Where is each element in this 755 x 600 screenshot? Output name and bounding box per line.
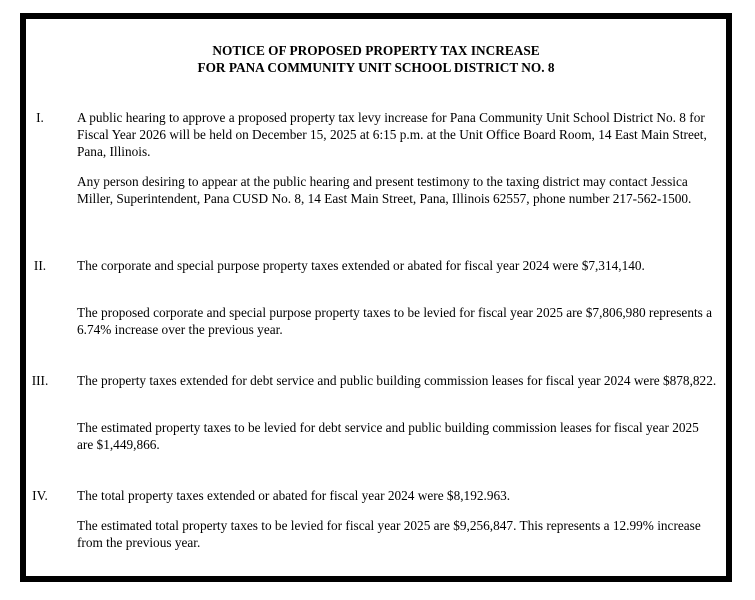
section-paragraph: The estimated property taxes to be levied for debt service and public building commission leases for fiscal year 2025 are $1,449,866. bbox=[77, 420, 699, 452]
section-numeral: I. bbox=[36, 110, 44, 125]
notice-title bbox=[26, 42, 726, 76]
section-paragraph: The estimated total property taxes to be levied for fiscal year 2025 are $9,256,847. This represents a 12.99% increase from the previous year. bbox=[77, 518, 701, 550]
section-paragraph: Any person desiring to appear at the public hearing and present testimony to the taxing district may contact Jessica Miller, Superintendent, Pana CUSD No. 8, 14 East Main Street, Pana, Illinois 62557, phone number 217-562-1500. bbox=[77, 174, 692, 206]
section-paragraph: The proposed corporate and special purpose property taxes to be levied for fiscal year 2025 are $7,806,980 represents a 6.74% increase over the previous year. bbox=[77, 305, 713, 337]
title-line-1: NOTICE OF PROPOSED PROPERTY TAX INCREASE bbox=[212, 43, 540, 58]
section-paragraph: The corporate and special purpose property taxes extended or abated for fiscal year 2024 were $7,314,140. bbox=[77, 258, 645, 273]
section-paragraph: The total property taxes extended or abated for fiscal year 2024 were $8,192.963. bbox=[77, 488, 511, 503]
section-numeral: III. bbox=[31, 373, 49, 388]
notice-box bbox=[20, 13, 732, 582]
title-line-2: FOR PANA COMMUNITY UNIT SCHOOL DISTRICT NO. 8 bbox=[197, 60, 555, 75]
section-paragraph: A public hearing to approve a proposed property tax levy increase for Pana Community Unit School District No. 8 for Fiscal Year 2026 will be held on December 15, 2025 at 6:15 p.m. at the Unit Office Board Room, 14 East Main Street, Pana, Illinois. bbox=[77, 110, 707, 159]
section-numeral: IV. bbox=[32, 488, 48, 503]
section-numeral: II. bbox=[33, 258, 47, 273]
section-paragraph: The property taxes extended for debt service and public building commission leases for fiscal year 2024 were $878,822. bbox=[77, 373, 717, 388]
